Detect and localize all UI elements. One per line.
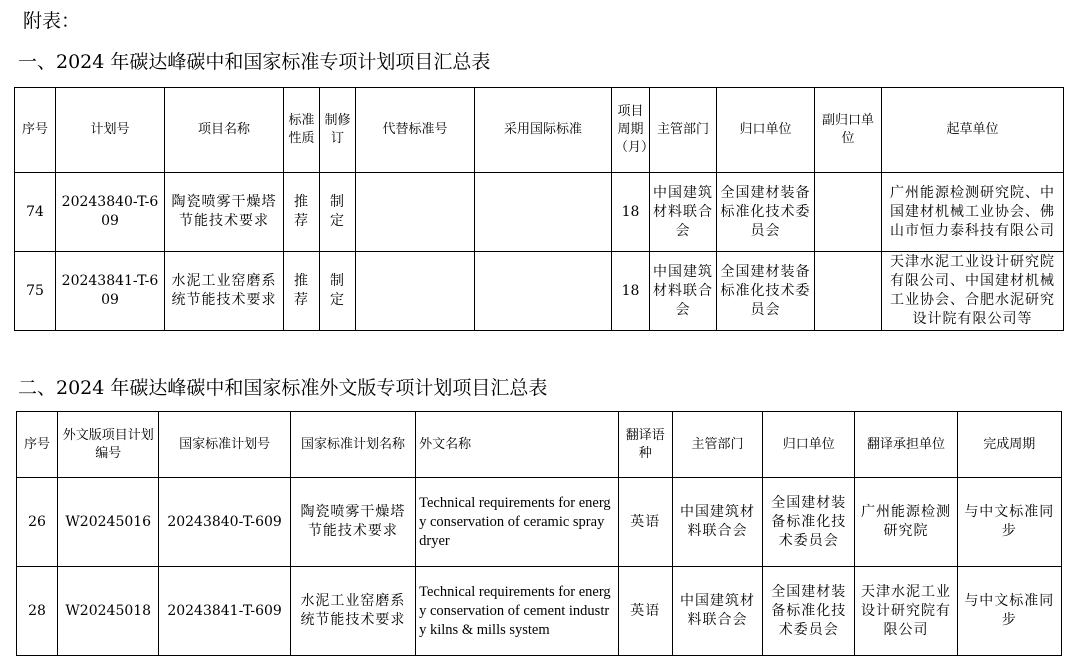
table-cell: 水泥工业窑磨系统节能技术要求 [165, 252, 284, 331]
table-cell [356, 173, 475, 252]
header-cell: 归口单位 [717, 88, 815, 173]
table-cell: 制定 [320, 173, 356, 252]
table-cell: 推荐 [284, 173, 320, 252]
header-cell: 项目周期（月） [612, 88, 650, 173]
table-cell: 广州能源检测研究院 [855, 478, 957, 567]
table-cell [815, 252, 882, 331]
table-cell: 18 [612, 252, 650, 331]
table-cell [475, 252, 612, 331]
table-header-row [17, 412, 1062, 478]
header-cell: 项目名称 [165, 88, 284, 173]
header-cell: 序号 [17, 412, 58, 478]
table-cell: 中国建筑材料联合会 [672, 567, 762, 656]
table-cell: 20243841-T-609 [56, 252, 165, 331]
table-cell: 天津水泥工业设计研究院有限公司 [855, 567, 957, 656]
header-cell: 副归口单位 [815, 88, 882, 173]
table-header-row [15, 88, 1064, 173]
header-cell: 代替标准号 [356, 88, 475, 173]
table-cell: 20243841-T-609 [159, 567, 290, 656]
table-cell: 广州能源检测研究院、中国建材机械工业协会、佛山市恒力泰科技有限公司 [882, 173, 1064, 252]
table-cell: Technical requirements for energy conservation of cement industry kilns & mills system [416, 567, 619, 656]
table-cell: 18 [612, 173, 650, 252]
table-row [17, 567, 1062, 656]
table-cell: 英语 [618, 567, 672, 656]
header-cell: 标准性质 [284, 88, 320, 173]
table-cell: 中国建筑材料联合会 [650, 252, 717, 331]
table-cell: 水泥工业窑磨系统节能技术要求 [290, 567, 415, 656]
table-cell: 全国建材装备标准化技术委员会 [763, 478, 855, 567]
header-cell: 外文名称 [416, 412, 619, 478]
header-cell: 采用国际标准 [475, 88, 612, 173]
table-cell: 28 [17, 567, 58, 656]
table-cell: 全国建材装备标准化技术委员会 [717, 252, 815, 331]
table-cell: Technical requirements for energy conservation of ceramic spray dryer [416, 478, 619, 567]
table2-title: 二、2024 年碳达峰碳中和国家标准外文版专项计划项目汇总表 [18, 377, 548, 399]
header-cell: 序号 [15, 88, 56, 173]
header-cell: 翻译语种 [618, 412, 672, 478]
header-cell: 国家标准计划号 [159, 412, 290, 478]
header-cell: 完成周期 [957, 412, 1061, 478]
table-cell: 天津水泥工业设计研究院有限公司、中国建材机械工业协会、合肥水泥研究设计院有限公司等 [882, 252, 1064, 331]
table-cell: 中国建筑材料联合会 [650, 173, 717, 252]
table-cell: 英语 [618, 478, 672, 567]
table-cell: 制定 [320, 252, 356, 331]
table-cell: W20245018 [58, 567, 159, 656]
header-cell: 国家标准计划名称 [290, 412, 415, 478]
header-cell: 归口单位 [763, 412, 855, 478]
table-cell [475, 173, 612, 252]
header-cell: 计划号 [56, 88, 165, 173]
table-cell: 与中文标准同步 [957, 567, 1061, 656]
table-cell: W20245016 [58, 478, 159, 567]
table-cell: 75 [15, 252, 56, 331]
attachment-label: 附表： [23, 10, 81, 32]
table-row [17, 478, 1062, 567]
header-cell: 制修订 [320, 88, 356, 173]
table-row [15, 252, 1064, 331]
header-cell: 主管部门 [672, 412, 762, 478]
table-cell: 与中文标准同步 [957, 478, 1061, 567]
table-cell: 中国建筑材料联合会 [672, 478, 762, 567]
table-row [15, 173, 1064, 252]
header-cell: 外文版项目计划编号 [58, 412, 159, 478]
header-cell: 起草单位 [882, 88, 1064, 173]
table-cell: 陶瓷喷雾干燥塔节能技术要求 [290, 478, 415, 567]
table1-title: 一、2024 年碳达峰碳中和国家标准专项计划项目汇总表 [18, 51, 491, 73]
table-cell: 20243840-T-609 [56, 173, 165, 252]
foreign-version-table [16, 411, 1062, 656]
table-cell: 全国建材装备标准化技术委员会 [763, 567, 855, 656]
table-cell: 推荐 [284, 252, 320, 331]
table-cell [356, 252, 475, 331]
table-cell: 全国建材装备标准化技术委员会 [717, 173, 815, 252]
table-cell: 陶瓷喷雾干燥塔节能技术要求 [165, 173, 284, 252]
header-cell: 主管部门 [650, 88, 717, 173]
table-cell: 20243840-T-609 [159, 478, 290, 567]
table-cell: 74 [15, 173, 56, 252]
table-cell: 26 [17, 478, 58, 567]
carbon-standards-table [14, 87, 1064, 331]
header-cell: 翻译承担单位 [855, 412, 957, 478]
table-cell [815, 173, 882, 252]
